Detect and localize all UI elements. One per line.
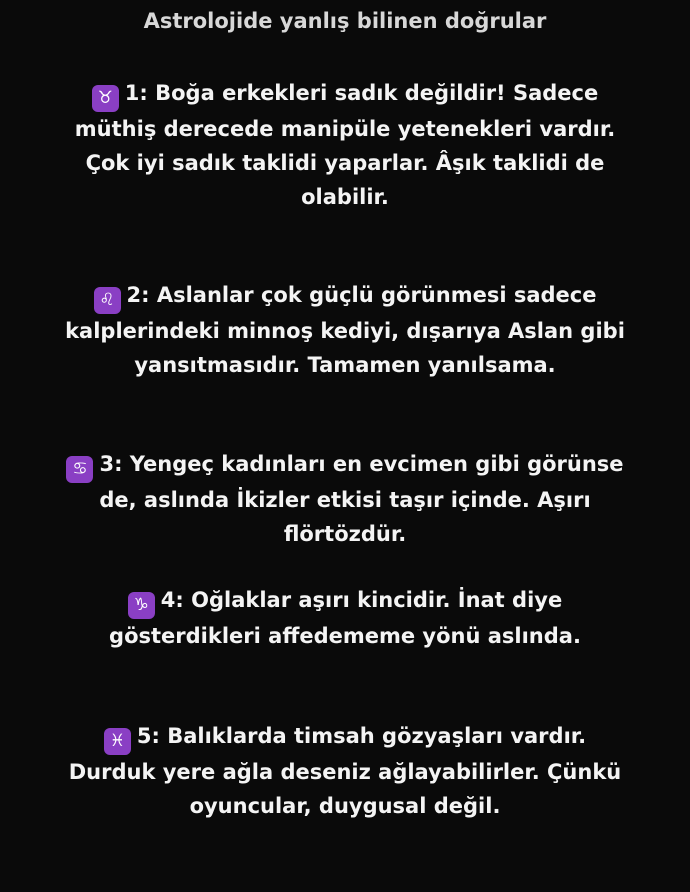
list-item-pisces [60,719,630,823]
item-text: 2: Aslanlar çok güçlü görünmesi sadece kalplerindeki minnoş kediyi, dışarıya Aslan gibi yansıtmasıdır. Tamamen yanılsama. [65,283,625,377]
item-text: 4: Oğlaklar aşırı kincidir. İnat diye gösterdikleri affedememe yönü aslında. [109,588,581,648]
list-item-cancer [60,447,630,551]
taurus-icon: ♉ [92,85,119,112]
page-title: Astrolojide yanlış bilinen doğrular [143,9,547,33]
list-item-capricorn [60,583,630,653]
leo-icon: ♌ [94,287,121,314]
capricorn-icon: ♑ [128,592,155,619]
item-text: 3: Yengeç kadınları en evcimen gibi görünse de, aslında İkizler etkisi taşır içinde. Aşırı flörtözdür. [99,452,624,546]
cancer-icon: ♋ [66,456,93,483]
list-item-taurus [60,76,630,214]
item-text: 5: Balıklarda timsah gözyaşları vardır. Durduk yere ağla deseniz ağlayabilirler. Çünkü oyuncular, duygusal değil. [68,724,622,818]
item-text: 1: Boğa erkekleri sadık değildir! Sadece müthiş derecede manipüle yetenekleri vardır. Çok iyi sadık taklidi yaparlar. Âşık taklidi de olabilir. [74,81,616,209]
pisces-icon: ♓ [104,728,131,755]
list-item-leo [60,278,630,382]
